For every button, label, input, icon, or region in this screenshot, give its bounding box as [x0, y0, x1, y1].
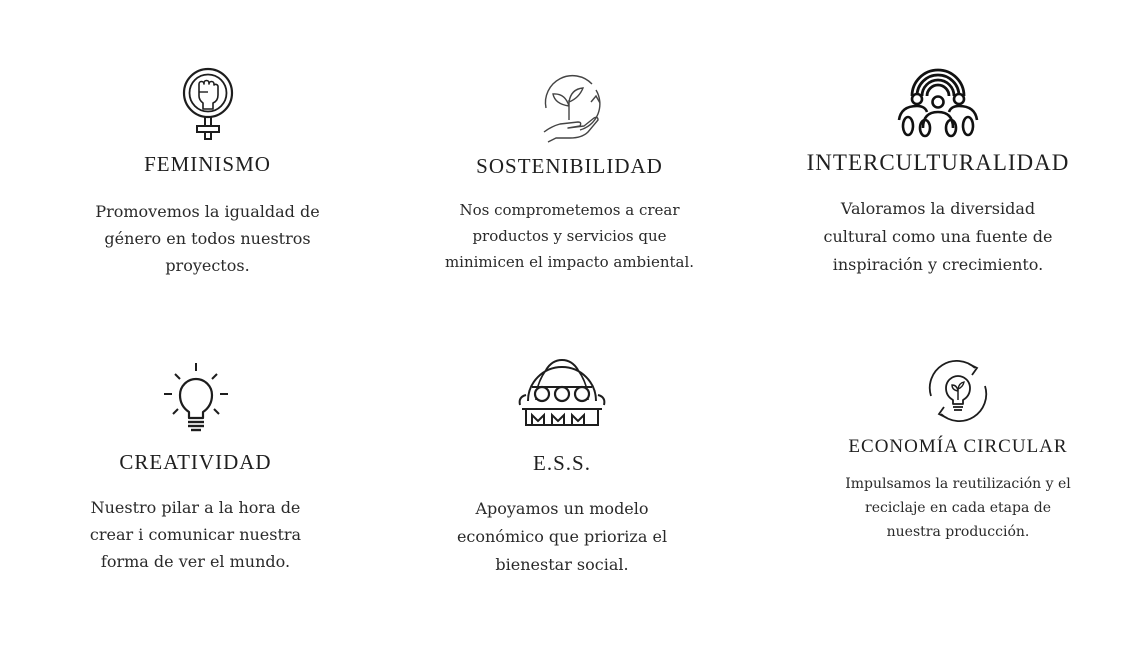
value-description: Impulsamos la reutilización y el reciclaje en cada etapa de nuestra producción.: [845, 476, 1071, 540]
value-card-sostenibilidad: [432, 68, 707, 275]
value-description: Valoramos la diversidad cultural como una fuente de inspiración y crecimiento.: [823, 199, 1053, 274]
value-description: Apoyamos un modelo económico que prioriza el bienestar social.: [456, 499, 668, 574]
value-card-creatividad: [68, 362, 323, 575]
value-card-feminismo: [75, 66, 340, 279]
value-card-economia-circular: [833, 360, 1083, 544]
community-globe-icon: [516, 357, 608, 433]
value-title: FEMINISMO: [144, 152, 271, 176]
lightbulb-icon: [161, 362, 231, 436]
value-title: SOSTENIBILIDAD: [476, 154, 663, 178]
value-title: ECONOMÍA CIRCULAR: [848, 436, 1068, 457]
sprout-hand-icon: [536, 68, 604, 146]
value-title: CREATIVIDAD: [119, 450, 272, 474]
value-description: Nuestro pilar a la hora de crear i comunicar nuestra forma de ver el mundo.: [89, 498, 302, 571]
value-description: Promovemos la igualdad de género en todos nuestros proyectos.: [95, 202, 320, 275]
value-card-interculturalidad: [797, 66, 1079, 279]
value-title: E.S.S.: [533, 451, 591, 475]
value-description: Nos comprometemos a crear productos y servicios que minimicen el impacto ambiental.: [444, 201, 695, 271]
circular-bulb-icon: [923, 360, 993, 422]
value-title: INTERCULTURALIDAD: [806, 150, 1070, 175]
feminism-fist-icon: [180, 66, 236, 142]
people-rainbow-icon: [895, 66, 981, 138]
value-card-ess: [432, 357, 692, 579]
